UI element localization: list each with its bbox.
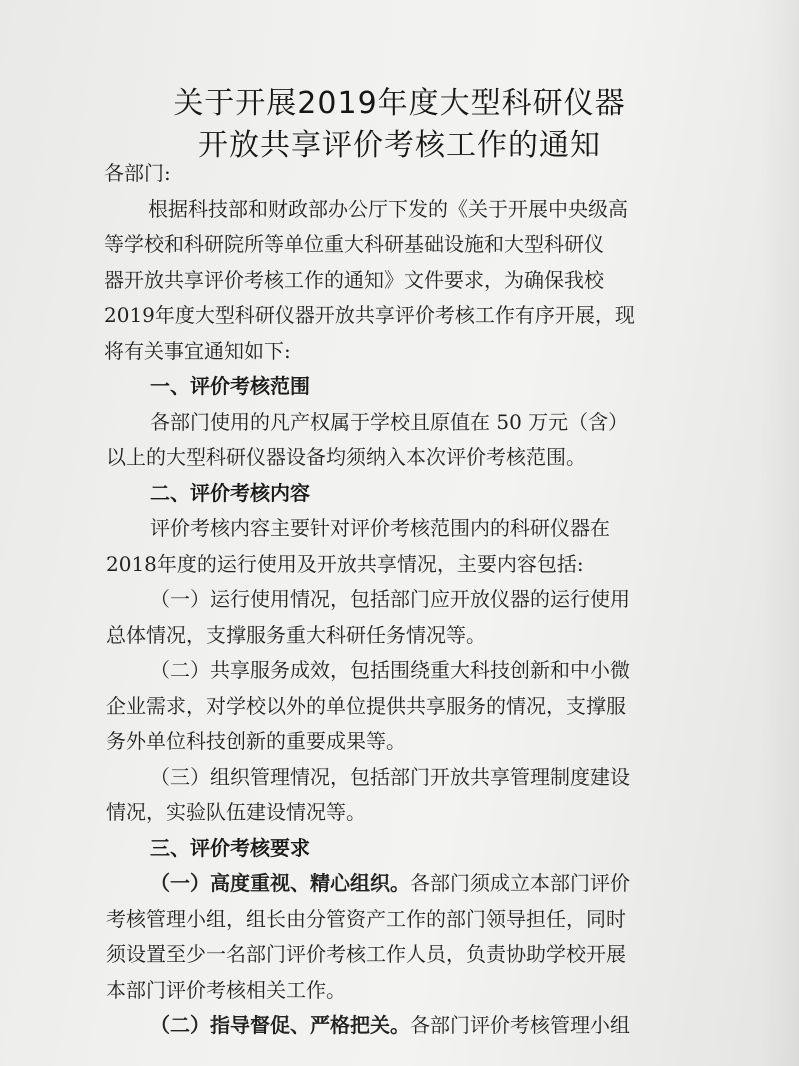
section3-item1-bold: （一）高度重视、精心组织。 <box>150 871 410 895</box>
section2-item3-line-1: （三）组织管理情况，包括部门开放共享管理制度建设 <box>150 765 630 789</box>
section2-line-2: 2018年度的运行使用及开放共享情况，主要内容包括: <box>106 552 584 576</box>
section2-item1-line-2: 总体情况，支撑服务重大科研任务情况等。 <box>106 623 486 647</box>
section2-item1-line-1: （一）运行使用情况，包括部门应开放仪器的运行使用 <box>150 587 630 611</box>
document-title-line1: 关于开展2019年度大型科研仪器 <box>173 86 626 121</box>
section2-line-1: 评价考核内容主要针对评价考核范围内的科研仪器在 <box>150 516 610 540</box>
section3-item1-line-4: 本部门评价考核相关工作。 <box>106 978 346 1002</box>
section1-line-1: 各部门使用的凡产权属于学校且原值在 50 万元（含） <box>150 410 629 434</box>
section3-item2-line-1 <box>150 1012 630 1038</box>
document-title-line2: 开放共享评价考核工作的通知 <box>198 128 601 163</box>
salutation: 各部门: <box>104 161 171 185</box>
section1-heading: 一、评价考核范围 <box>150 374 310 398</box>
intro-line-4: 2019年度大型科研仪器开放共享评价考核工作有序开展，现 <box>104 303 635 327</box>
section2-item3-line-2: 情况，实验队伍建设情况等。 <box>106 800 366 824</box>
section3-item1-rest: 各部门须成立本部门评价 <box>410 871 630 895</box>
intro-line-1: 根据科技部和财政部办公厅下发的《关于开展中央级高 <box>148 197 628 221</box>
section3-item2-bold: （二）指导督促、严格把关。 <box>150 1013 410 1037</box>
section2-item2-line-3: 务外单位科技创新的重要成果等。 <box>106 729 406 753</box>
section3-heading: 三、评价考核要求 <box>150 836 310 860</box>
section2-item2-line-2: 企业需求，对学校以外的单位提供共享服务的情况，支撑服 <box>106 694 626 718</box>
section3-item1-line-2: 考核管理小组，组长由分管资产工作的部门领导担任，同时 <box>106 907 626 931</box>
intro-line-3: 器开放共享评价考核工作的通知》文件要求，为确保我校 <box>104 268 604 292</box>
section2-heading: 二、评价考核内容 <box>150 481 310 505</box>
section2-item2-line-1: （二）共享服务成效，包括围绕重大科技创新和中小微 <box>150 658 630 682</box>
intro-line-2: 等学校和科研院所等单位重大科研基础设施和大型科研仪 <box>104 232 604 256</box>
intro-line-5: 将有关事宜通知如下: <box>104 339 291 363</box>
section1-line-2: 以上的大型科研仪器设备均须纳入本次评价考核范围。 <box>106 445 586 469</box>
section3-item1-line-1 <box>150 870 630 896</box>
section3-item1-line-3: 须设置至少一名部门评价考核工作人员，负责协助学校开展 <box>106 942 626 966</box>
section3-item2-rest: 各部门评价考核管理小组 <box>410 1013 630 1037</box>
